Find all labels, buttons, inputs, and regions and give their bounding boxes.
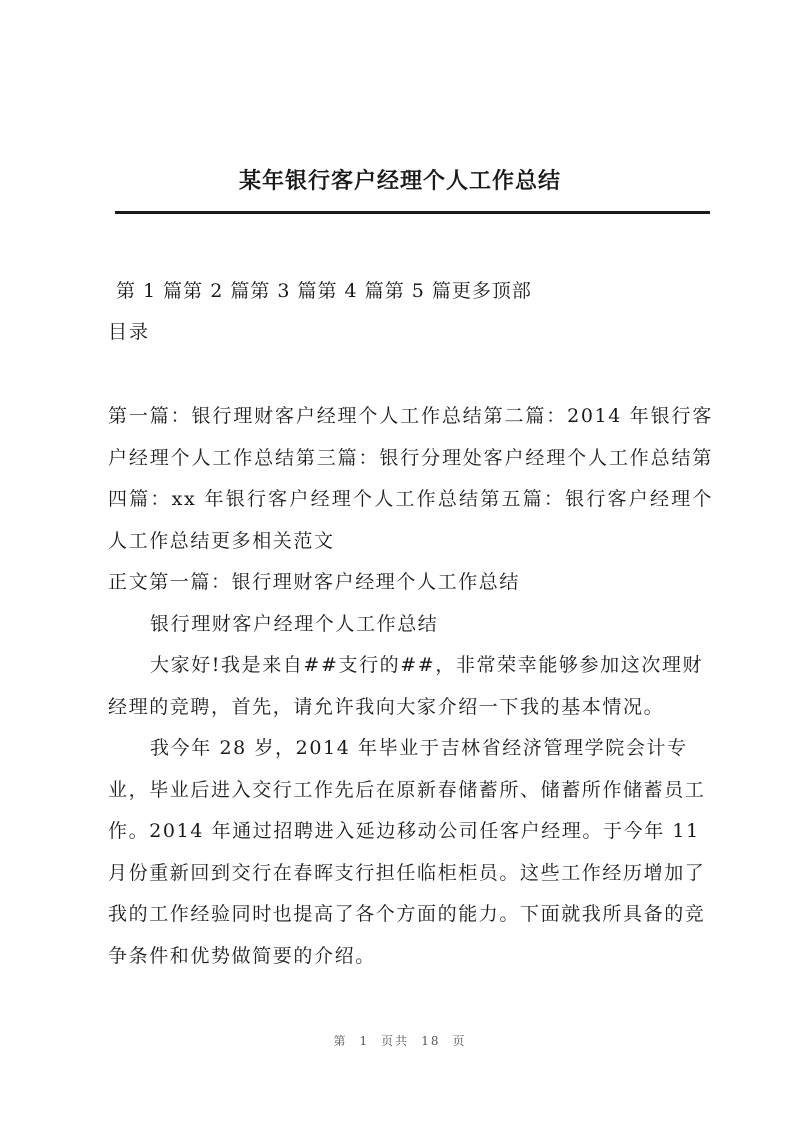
footer-label-mid: 页共 [381,1034,410,1048]
footer-label-prefix: 第 [333,1034,348,1048]
nav-link-more[interactable]: 更多 [451,280,492,302]
document-body [108,396,713,977]
footer-total-pages: 18 [421,1034,441,1048]
nav-link-part-4[interactable]: 第 4 篇 [317,280,385,302]
toc-list: 第一篇：银行理财客户经理个人工作总结第二篇：2014 年银行客户经理个人工作总结第三篇：银行分理处客户经理个人工作总结第四篇：xx 年银行客户经理个人工作总结第五篇：银行客户经理个人工作总结更多相关范文 [108,405,713,552]
nav-link-part-5[interactable]: 第 5 篇 [384,280,452,302]
section-nav [116,276,532,303]
section-heading: 正文第一篇：银行理财客户经理个人工作总结 [108,571,521,593]
paragraph-background: 我今年 28 岁，2014 年毕业于吉林省经济管理学院会计专业，毕业后进入交行工作先后在原新春储蓄所、储蓄所作储蓄员工作。2014 年通过招聘进入延边移动公司任客户经理。于今年 11 月份重新回到交行在春晖支行担任临柜柜员。这些工作经历增加了我的工作经验同时也提高了各个方面的能力。下面就我所具备的竞争条件和优势做简要的介绍。 [108,737,706,967]
nav-link-part-3[interactable]: 第 3 篇 [250,280,318,302]
page-footer [0,1032,800,1049]
nav-link-part-1[interactable]: 第 1 篇 [116,280,184,302]
paragraph-intro: 大家好!我是来自##支行的##，非常荣幸能够参加这次理财经理的竞聘，首先，请允许我向大家介绍一下我的基本情况。 [108,654,704,718]
toc-heading: 目录 [108,321,151,343]
nav-link-top[interactable]: 顶部 [491,280,532,302]
article-subtitle: 银行理财客户经理个人工作总结 [150,612,439,635]
page-title: 某年银行客户经理个人工作总结 [238,168,561,194]
title-divider [115,211,710,214]
footer-label-suffix: 页 [452,1034,467,1048]
nav-link-part-2[interactable]: 第 2 篇 [183,280,251,302]
footer-page-number: 1 [359,1034,370,1048]
